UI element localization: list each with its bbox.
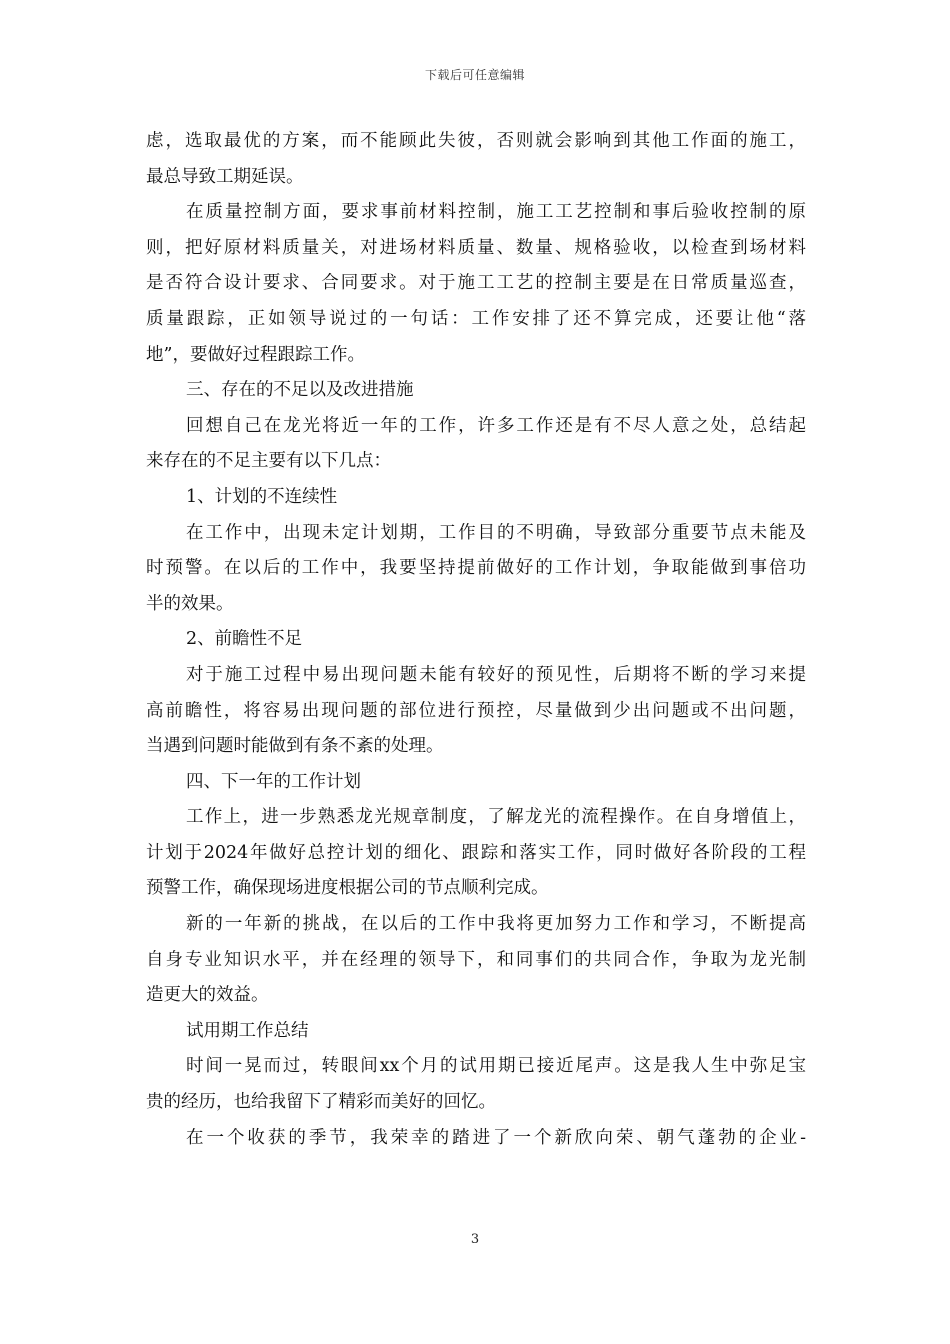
text-line: 回想自己在龙光将近一年的工作，许多工作还是有不尽人意之处，总结起 [186,415,806,436]
page-header: 下载后可任意编辑 [424,68,525,82]
text-line: 造更大的效益。 [146,985,269,1006]
page-number: 3 [470,1232,480,1247]
text-line: 试用期工作总结 [186,1020,309,1041]
text-line: 则，把好原材料质量关，对进场材料质量、数量、规格验收，以检查到场材料 [146,237,806,258]
text-line: 时间一晃而过，转眼间xx个月的试用期已接近尾声。这是我人生中弥足宝 [186,1056,806,1077]
text-line: 在质量控制方面，要求事前材料控制，施工工艺控制和事后验收控制的原 [186,202,806,223]
text-line: 地”，要做好过程跟踪工作。 [146,344,365,365]
text-line: 在工作中，出现未定计划期，工作目的不明确，导致部分重要节点未能及 [186,522,806,543]
text-line: 在一个收获的季节，我荣幸的踏进了一个新欣向荣、朝气蓬勃的企业- [186,1127,806,1148]
text-line: 半的效果。 [146,593,234,614]
text-line: 对于施工过程中易出现问题未能有较好的预见性，后期将不断的学习来提 [186,664,806,685]
text-line: 最总导致工期延误。 [146,166,304,187]
text-line: 计划于2024年做好总控计划的细化、跟踪和落实工作，同时做好各阶段的工程 [146,842,806,863]
text-line: 质量跟踪，正如领导说过的一句话：工作安排了还不算完成，还要让他“落 [146,308,806,329]
text-line: 时预警。在以后的工作中，我要坚持提前做好的工作计划，争取能做到事倍功 [146,558,806,579]
text-line: 贵的经历，也给我留下了精彩而美好的回忆。 [146,1092,496,1113]
text-line: 新的一年新的挑战，在以后的工作中我将更加努力工作和学习，不断提高 [186,914,806,935]
text-line: 三、存在的不足以及改进措施 [186,380,414,401]
text-line: 2、前瞻性不足 [186,629,303,650]
text-line: 预警工作，确保现场进度根据公司的节点顺利完成。 [146,878,549,899]
text-line: 是否符合设计要求、合同要求。对于施工工艺的控制主要是在日常质量巡查， [146,273,806,294]
document-body [146,124,806,1156]
text-line: 四、下一年的工作计划 [186,771,361,792]
text-line: 虑，选取最优的方案，而不能顾此失彼，否则就会影响到其他工作面的施工， [146,131,806,151]
text-line: 高前瞻性，将容易出现问题的部位进行预控，尽量做到少出问题或不出问题， [146,700,806,721]
text-line: 工作上，进一步熟悉龙光规章制度，了解龙光的流程操作。在自身增值上， [186,807,806,828]
text-line: 自身专业知识水平，并在经理的领导下，和同事们的共同合作，争取为龙光制 [146,949,806,970]
text-line: 来存在的不足主要有以下几点： [146,451,391,472]
text-line: 当遇到问题时能做到有条不紊的处理。 [146,736,444,757]
text-line: 1、计划的不连续性 [186,486,338,507]
